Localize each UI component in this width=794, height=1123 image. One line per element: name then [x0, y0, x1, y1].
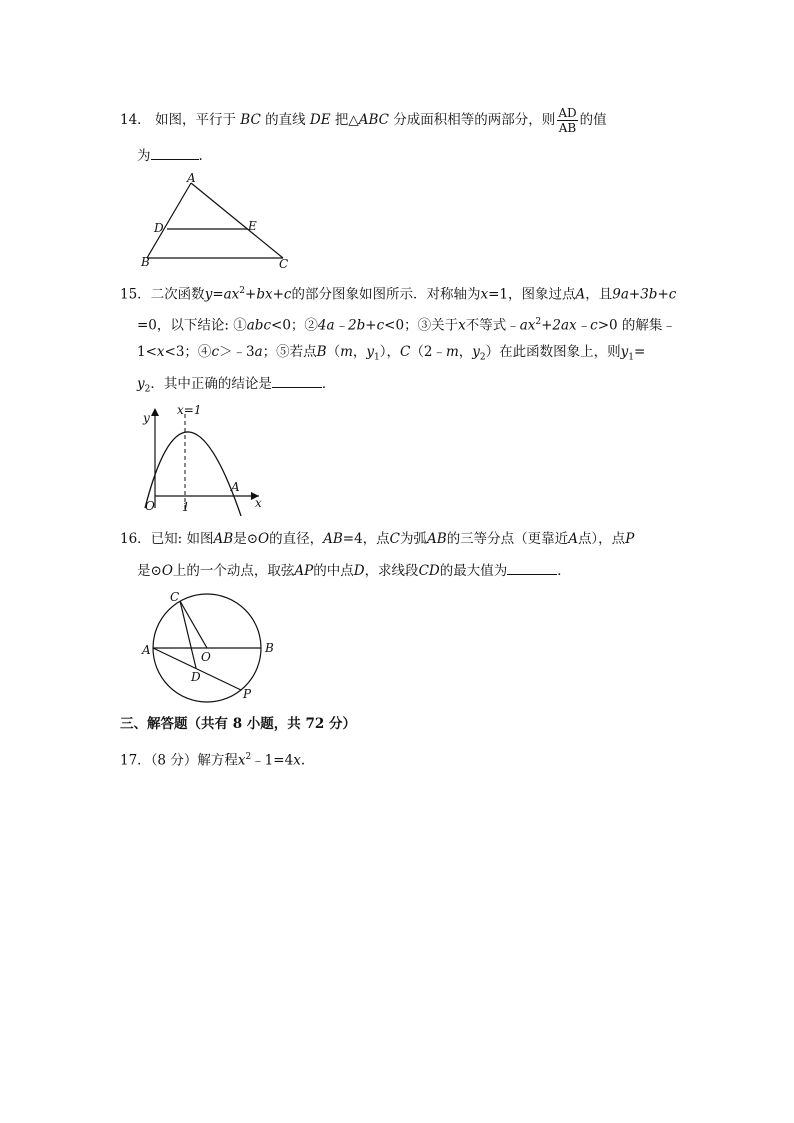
answer-blank: [272, 373, 322, 388]
q17-line: 17．（8 分）解方程$x^2﹣1=4x$.: [120, 752, 306, 769]
q15-line2: =0，以下结论: ①abc<0；②4a﹣2b+c<0；③关于x不等式$﹣ax^2+2ax﹣c>0$ 的解集﹣: [137, 317, 676, 334]
parabola-figure: [135, 398, 270, 516]
label-d: D: [154, 221, 164, 235]
label-c: C: [279, 257, 289, 270]
label-o: O: [201, 650, 211, 664]
label-c: C: [170, 590, 180, 604]
label-a: A: [187, 171, 196, 185]
q16-line2: 是⊙O上的一个动点，取弦AP的中点D，求线段CD的最大值为 ．: [137, 560, 571, 581]
label-x: x: [255, 496, 262, 510]
label-b: B: [265, 641, 274, 655]
label-o: O: [145, 499, 155, 513]
label-a: A: [142, 643, 151, 657]
label-a: A: [231, 480, 240, 494]
label-d: D: [191, 670, 201, 684]
q14-line1: 14． 如图，平行于 BC 的直线 DE 把△ABC 分成面积相等的两部分，则 $\frac{AD}{AB}$ 的值: [120, 106, 607, 135]
label-axis: x=1: [177, 403, 202, 417]
label-e: E: [248, 219, 257, 233]
q15-line3: 1<x<3；④c＞﹣3a；⑤若点B（m，$y_1$），C（2﹣m，$y_2$）在此函数图象上，则$y_1=$: [137, 344, 646, 363]
q16-line1: 16．已知: 如图AB是⊙O的直径，AB=4，点C为弧AB的三等分点（更靠近A点），点P: [120, 531, 635, 547]
q15-line1: 15．二次函数$y=ax^2+bx+c$的部分图象如图所示．对称轴为x=1，图象过点A，且9a+3b+c: [120, 286, 677, 303]
q15-line4: $y_2$．其中正确的结论是 ．: [137, 373, 335, 400]
label-p: P: [243, 687, 252, 701]
label-b: B: [141, 255, 150, 269]
circle-figure: [135, 585, 285, 707]
section-heading: 三、解答题（共有 8 小题，共 72 分）: [120, 716, 356, 732]
label-y: y: [143, 411, 150, 425]
triangle-figure: [135, 170, 295, 270]
answer-blank: [151, 145, 199, 160]
label-one: 1: [182, 500, 190, 514]
q14-line2: 为 .: [137, 145, 203, 166]
ad-ab-fraction: $\frac{AD}{AB}$: [558, 106, 577, 135]
answer-blank: [507, 560, 557, 575]
